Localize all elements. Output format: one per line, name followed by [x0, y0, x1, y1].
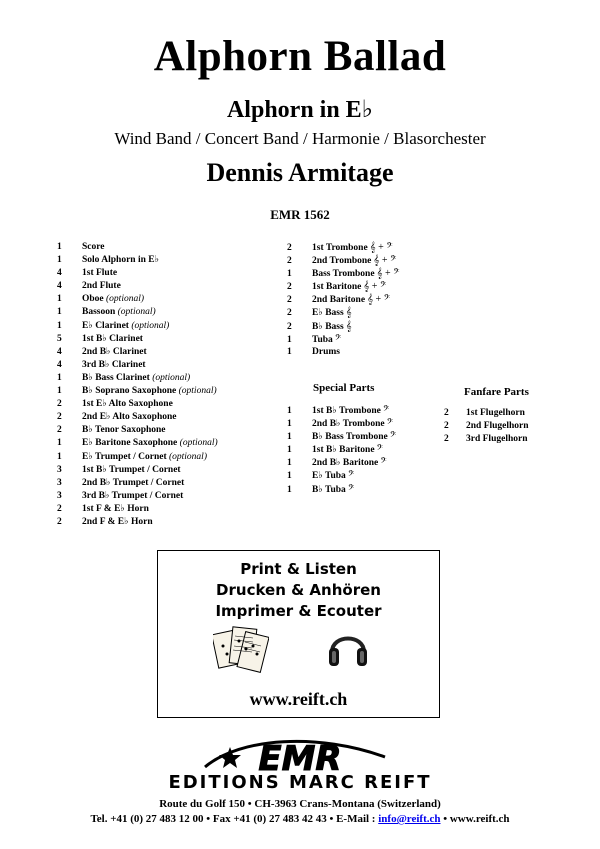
- part-quantity: 1: [57, 451, 62, 462]
- part-name: 1st Trombone: [312, 243, 368, 253]
- part-row: [57, 398, 218, 411]
- part-quantity: 1: [287, 471, 292, 482]
- part-quantity: 2: [287, 256, 292, 267]
- optional-note: (optional): [176, 386, 217, 397]
- part-name: 2nd Flugelhorn: [466, 421, 529, 432]
- part-quantity: 2: [57, 412, 62, 423]
- subtitle: Alphorn in E♭: [226, 97, 374, 123]
- part-name: Drums: [312, 346, 340, 357]
- part-quantity: 2: [57, 503, 62, 514]
- ensembles: Wind Band / Concert Band / Harmonie / Blasorchester: [114, 129, 486, 148]
- part-quantity: 1: [57, 307, 62, 318]
- clef-icon: 𝄢: [347, 483, 355, 495]
- part-row: [57, 477, 218, 490]
- clef-icon: 𝄞 + 𝄢: [376, 268, 400, 280]
- part-name: 2nd E♭ Alto Saxophone: [82, 412, 177, 423]
- optional-note: (optional): [103, 294, 145, 305]
- part-name: 2nd Flute: [82, 281, 121, 292]
- fanfare-parts-list: [444, 407, 529, 446]
- part-quantity: 1: [57, 438, 62, 449]
- emr-logo: [200, 737, 400, 775]
- clef-icon: 𝄢: [380, 457, 387, 469]
- part-row: [57, 451, 218, 464]
- part-name: 1st B♭ Trumpet / Cornet: [82, 464, 181, 475]
- part-row: [287, 483, 396, 496]
- part-row: [287, 241, 400, 254]
- part-quantity: 1: [287, 445, 292, 456]
- part-name: B♭ Tuba: [312, 484, 346, 495]
- website-link[interactable]: www.reift.ch: [249, 689, 348, 709]
- catalog-number: EMR 1562: [270, 207, 330, 222]
- svg-text:EMR: EMR: [258, 739, 342, 775]
- part-name: 2nd B♭ Trumpet / Cornet: [82, 477, 185, 488]
- part-quantity: 2: [444, 408, 449, 418]
- part-quantity: 2: [57, 516, 62, 527]
- clef-icon: 𝄞 + 𝄢: [363, 281, 387, 293]
- part-row: [287, 346, 400, 359]
- parts-list-brass: [287, 241, 400, 359]
- part-name: 1st B♭ Clarinet: [82, 333, 143, 344]
- part-quantity: 1: [57, 294, 62, 305]
- optional-note: (optional): [115, 307, 156, 318]
- part-quantity: 3: [57, 490, 62, 501]
- part-quantity: 1: [287, 346, 292, 357]
- part-quantity: 1: [287, 484, 292, 495]
- part-name: 1st Baritone: [312, 282, 362, 293]
- part-row: [57, 346, 218, 359]
- part-name: Oboe: [82, 294, 104, 305]
- part-name: B♭ Bass: [312, 321, 344, 332]
- optional-note: (optional): [128, 320, 170, 331]
- promo-line-german: Drucken & Anhören: [216, 581, 381, 599]
- clef-icon: 𝄢: [386, 418, 394, 430]
- part-quantity: 2: [287, 243, 292, 253]
- headphones-icon: [326, 624, 370, 670]
- part-row: [57, 464, 218, 477]
- part-row: [57, 267, 218, 280]
- part-name: Solo Alphorn in E♭: [82, 255, 160, 266]
- part-name: 1st B♭ Baritone: [312, 445, 375, 456]
- part-quantity: 2: [287, 321, 292, 332]
- part-name: B♭ Bass Trombone: [312, 432, 388, 443]
- part-name: 1st E♭ Alto Saxophone: [82, 399, 173, 410]
- contact-website: • www.reift.ch: [440, 813, 510, 825]
- clef-icon: 𝄢: [376, 444, 383, 456]
- part-name: 2nd Baritone: [312, 295, 366, 306]
- part-name: 2nd B♭ Trombone: [312, 419, 385, 430]
- part-row: [287, 430, 396, 443]
- part-quantity: 1: [57, 255, 62, 266]
- part-name: 3rd Flugelhorn: [466, 434, 528, 445]
- part-row: [57, 254, 218, 267]
- clef-icon: 𝄢: [389, 431, 397, 443]
- clef-icon: 𝄞 + 𝄢: [367, 294, 391, 306]
- part-quantity: 2: [444, 421, 449, 432]
- promo-line-english: Print & Listen: [240, 560, 357, 578]
- part-row: [287, 254, 400, 267]
- part-quantity: 2: [57, 425, 62, 436]
- part-row: [57, 437, 218, 450]
- part-name: 2nd Trombone: [312, 256, 372, 267]
- part-row: [57, 359, 218, 372]
- part-name: Bass Trombone: [312, 269, 375, 280]
- part-row: [444, 420, 529, 433]
- composer: Dennis Armitage: [206, 158, 394, 187]
- clef-icon: 𝄢: [334, 333, 342, 345]
- part-row: [287, 469, 396, 482]
- part-name: B♭ Soprano Saxophone: [82, 386, 177, 397]
- part-row: [57, 411, 218, 424]
- part-row: [287, 293, 400, 306]
- part-quantity: 1: [57, 386, 62, 397]
- part-quantity: 1: [57, 320, 62, 331]
- part-name: E♭ Trumpet / Cornet: [82, 451, 167, 462]
- part-name: 1st Flute: [82, 268, 118, 279]
- contact-phone-fax: Tel. +41 (0) 27 483 12 00 • Fax +41 (0) 27 483 42 43 • E-Mail :: [90, 813, 379, 825]
- part-quantity: 1: [57, 372, 62, 383]
- part-quantity: 2: [287, 295, 292, 306]
- part-row: [57, 320, 218, 333]
- part-row: [287, 333, 400, 346]
- special-parts-heading: Special Parts: [313, 382, 375, 394]
- part-quantity: 1: [287, 406, 292, 416]
- part-name: B♭ Bass Clarinet: [82, 372, 150, 383]
- part-name: 2nd B♭ Clarinet: [82, 346, 147, 357]
- part-quantity: 2: [287, 282, 292, 293]
- part-name: 2nd B♭ Baritone: [312, 458, 379, 469]
- part-name: 1st F & E♭ Horn: [82, 503, 149, 514]
- fanfare-parts-heading: Fanfare Parts: [464, 386, 529, 398]
- part-row: [57, 516, 218, 529]
- part-name: 3rd B♭ Trumpet / Cornet: [82, 490, 184, 501]
- part-name: 2nd F & E♭ Horn: [82, 516, 153, 527]
- part-row: [57, 333, 218, 346]
- special-parts-list: [287, 404, 396, 496]
- part-row: [57, 503, 218, 516]
- part-quantity: 4: [57, 359, 62, 370]
- publisher-contact: [0, 813, 600, 825]
- part-name: E♭ Clarinet: [82, 320, 129, 331]
- part-quantity: 1: [287, 458, 292, 469]
- publisher-address: Route du Golf 150 • CH-3963 Crans-Montana (Switzerland): [159, 798, 441, 810]
- part-name: Tuba: [312, 334, 333, 345]
- part-row: [57, 241, 218, 254]
- part-quantity: 1: [57, 242, 62, 252]
- part-quantity: 3: [57, 477, 62, 488]
- part-quantity: 1: [287, 334, 292, 345]
- part-name: E♭ Tuba: [312, 471, 346, 482]
- part-row: [444, 407, 529, 420]
- part-quantity: 2: [444, 434, 449, 445]
- part-row: [57, 490, 218, 503]
- part-name: Bassoon: [82, 307, 116, 318]
- clef-icon: 𝄢: [382, 405, 390, 416]
- optional-note: (optional): [149, 372, 191, 383]
- sheet-music-icon: [213, 624, 269, 674]
- promo-line-french: Imprimer & Ecouter: [215, 602, 382, 620]
- clef-icon: 𝄞 + 𝄢: [373, 255, 397, 267]
- optional-note: (optional): [177, 438, 218, 449]
- part-row: [57, 372, 218, 385]
- part-row: [57, 385, 218, 398]
- parts-list-main: [57, 241, 218, 529]
- optional-note: (optional): [166, 451, 207, 462]
- part-name: E♭ Bass: [312, 308, 344, 319]
- publisher-name: EDITIONS MARC REIFT: [168, 772, 432, 793]
- part-row: [287, 456, 396, 469]
- part-name: E♭ Baritone Saxophone: [82, 438, 178, 449]
- part-quantity: 1: [287, 432, 292, 443]
- part-row: [287, 306, 400, 319]
- part-row: [287, 320, 400, 333]
- part-row: [444, 433, 529, 446]
- clef-icon: 𝄞 + 𝄢: [369, 242, 393, 253]
- part-name: 1st Flugelhorn: [466, 408, 525, 418]
- part-name: 1st B♭ Trombone: [312, 406, 381, 416]
- part-name: Score: [82, 242, 105, 252]
- part-row: [287, 404, 396, 417]
- part-quantity: 5: [57, 333, 62, 344]
- clef-icon: 𝄢: [347, 470, 355, 482]
- part-quantity: 1: [287, 419, 292, 430]
- part-row: [57, 280, 218, 293]
- part-row: [57, 424, 218, 437]
- part-quantity: 4: [57, 268, 62, 279]
- part-row: [287, 443, 396, 456]
- part-quantity: 2: [57, 399, 62, 410]
- clef-icon: 𝄞: [345, 320, 352, 332]
- print-listen-box: [157, 550, 440, 718]
- part-name: B♭ Tenor Saxophone: [82, 425, 166, 436]
- page-title: Alphorn Ballad: [153, 33, 447, 80]
- part-row: [57, 306, 218, 319]
- part-quantity: 4: [57, 346, 62, 357]
- part-row: [287, 267, 400, 280]
- part-quantity: 2: [287, 308, 292, 319]
- part-row: [287, 417, 396, 430]
- part-quantity: 4: [57, 281, 62, 292]
- email-link[interactable]: info@reift.ch: [378, 813, 441, 825]
- clef-icon: 𝄞: [345, 307, 352, 319]
- part-quantity: 3: [57, 464, 62, 475]
- part-name: 3rd B♭ Clarinet: [82, 359, 146, 370]
- part-row: [287, 280, 400, 293]
- part-row: [57, 293, 218, 306]
- part-quantity: 1: [287, 269, 292, 280]
